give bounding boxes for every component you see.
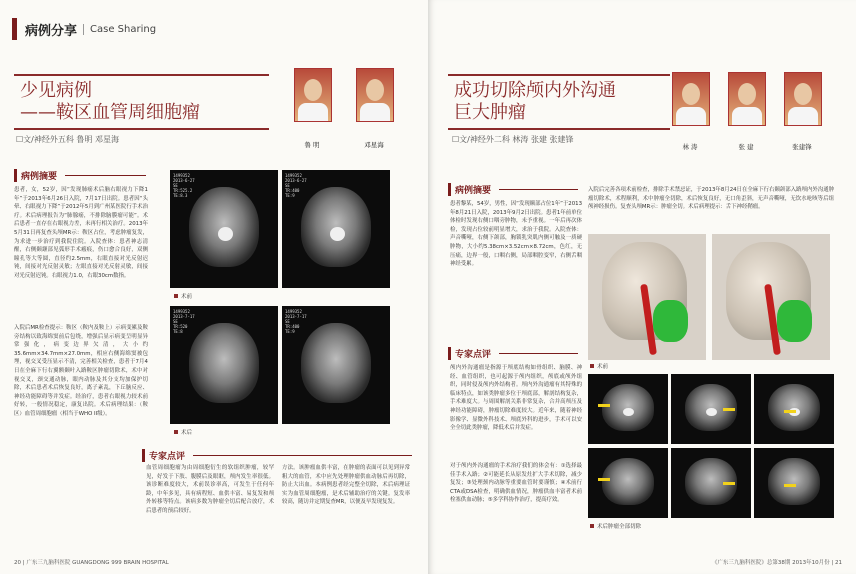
mri-scan bbox=[671, 448, 751, 518]
caption-postop: 术后肿瘤全部切除 bbox=[590, 522, 641, 530]
mri-scan bbox=[588, 374, 668, 444]
doctor-photo bbox=[728, 72, 766, 126]
title-rule-bottom bbox=[448, 128, 670, 130]
doctor-name: 林 涛 bbox=[682, 143, 698, 151]
title-rule-top bbox=[448, 74, 670, 76]
case-summary-text-2: 入院后完善各项术前检查，排除手术禁忌证，于2013年8月24日在全麻下行右颞颌部入路颅内外沟通肿瘤切除术，术程顺利，术中肿瘤全切除，术后恢复良好，无口角歪斜，无声音嘶哑，无饮水呛咳等后组颅神经损伤。复查头颅MR示：肿瘤全切。术后病理提示：舌下神经鞘瘤。 bbox=[588, 187, 834, 211]
expert-comment-label: 专家点评 bbox=[448, 347, 495, 360]
scan-meta: 1499352 2013-6-27 SE TR:525.2 TE:8.3 bbox=[173, 173, 195, 198]
mri-scan bbox=[671, 374, 751, 444]
doctor-photo bbox=[672, 72, 710, 126]
section-header bbox=[12, 18, 156, 40]
case-summary-text: 患者黎某，54岁，男性，因“发现颞部占位1年”于2013年8月21日入院，2013年9月2日出院。患者1年前单位体检时发现右侧口咽旁肿物，未予重视。一年后再次体检，发现占位较前明显增大，求治于我院。入院查体：声音嘶哑，右侧下颌部，胸锁乳突肌内侧可触及一质硬肿物，大小约5.38cm×3.52cm×8.72cm，色红，无压痛，边界一般，口咽右侧，局部咽腔变窄，右侧舌咽神经受累。 bbox=[450, 201, 582, 268]
article-title-line1: 成功切除颅内外沟通 bbox=[454, 80, 616, 101]
doctor-name: 张 建 bbox=[738, 143, 754, 151]
case-summary-text-2: 入院后MR检查提示：鞍区（鞍内及鞍上）示病变累及鞍旁结构以致海绵窦前后包绕，增强后显示病变呈明显异常强化，病变边界欠清，大小约35.6mm×34.7mm×27.0mm，相应右侧海绵窦被包埋，视交叉受压显示不清，完善相关检查，患者于7月4日在全麻下行右翼额颞叶入路鞍区肿瘤切除术，术中对视交叉，颈交通动脉，眼内动脉及其分支均加保护切除，术后患者术后恢复良好，离子紊乱，下丘脑反应、神经功能障碍等并发症。经治疗，患者右眼视力较术前好转，一般情况稳定，康复出院。术后病理结果：（鞍区）血管周细胞瘤（相当于WHO II级）。 bbox=[14, 325, 148, 417]
article-title-line2: 巨大肿瘤 bbox=[454, 102, 526, 123]
section-title: 病例分享 bbox=[25, 23, 78, 39]
caption-preop: 术前 bbox=[174, 292, 192, 300]
article-title-line2: ——鞍区血管周细胞瘤 bbox=[20, 102, 200, 123]
scan-meta: 1499352 2013-7-17 SE TR:520 TE:8 bbox=[173, 309, 195, 334]
mri-scan bbox=[754, 374, 834, 444]
caption-preop: 术前 bbox=[590, 362, 608, 370]
case-summary-heading bbox=[448, 182, 578, 196]
mri-scan bbox=[170, 170, 278, 288]
ct-reconstruction bbox=[588, 234, 706, 360]
expert-comment-heading bbox=[448, 346, 578, 360]
page-footer: 20 | 广东三九脑科医院 GUANGDONG 999 BRAIN HOSPITAL bbox=[14, 560, 169, 566]
caption-postop: 术后 bbox=[174, 428, 192, 436]
expert-comment-text: 颅内外沟通瘤是指源于颅底结构如骨组织、脑膜、神经、血管组织，也可起源于颅内组织，颅底或颅外组织，同时侵及颅内外结构者。颅内外沟通瘤有其特殊的临床特点，如该类肿瘤多位于颅底部，解剖结构复杂，手术难度大。与周围解剖关系非常复杂，合并高颅压及神经功能障碍，肿瘤切除难度较大。近年来，随着神经影像学、显微外科技术、颅底外科的进步，手术可以安全全切此类肿瘤，降低术后并发症。 bbox=[450, 365, 582, 432]
title-rule-top bbox=[14, 74, 269, 76]
scan-meta: 1499352 2013-6-27 SE TR:400 TE:9 bbox=[285, 173, 307, 198]
expert-comment-text-2: 方法。该肿瘤血供丰富，在肿瘤的表面可以见到异常粗大的血管，术中应先处理肿瘤供血动脉后再切除，防止大出血。本病例患者经完整全切除，术后病理证实为血管周细胞瘤，是术后辅助治疗的关键。复发率较高，随访并定期复查MR，以便及早发现复发。 bbox=[282, 465, 410, 506]
case-summary-label: 病例摘要 bbox=[448, 183, 495, 196]
mri-scan bbox=[282, 306, 390, 424]
doctor-photo bbox=[294, 68, 332, 122]
doctor-photo bbox=[356, 68, 394, 122]
expert-comment-text: 血管周细胞瘤为由周细胞衍生的软组织肿瘤，较罕见，好发于下肢、腹膜后及眼眶，颅内发生率很低。该诊断难度较大，术前误诊率高，可发生于任何年龄，中年多见，具有病程短、血供丰富、易复发和颅外转移等特点。该病多数为肿瘤全切后配合放疗，术后患者的预后较好。 bbox=[146, 465, 274, 514]
doctor-name: 鲁 明 bbox=[304, 141, 320, 149]
case-summary-label: 病例摘要 bbox=[14, 169, 61, 182]
doctor-name: 邓星海 bbox=[364, 141, 384, 149]
mri-scan bbox=[282, 170, 390, 288]
section-mark bbox=[12, 18, 17, 40]
article-title-line1: 少见病例 bbox=[20, 80, 92, 101]
expert-comment-text-2: 对于颅内外沟通瘤的手术治疗我们的体会有：①选择最佳手术入路；②可能延长从原发灶扩大手术切除，减少复发；③处理颈内动脉等重要血管时要谨慎；④术前行CTA或DSA检查，明确供血情况，肿瘤供血丰富者术前栓塞供血动脉；⑤多学科协作治疗，提高疗效。 bbox=[450, 463, 582, 504]
case-summary-heading bbox=[14, 168, 146, 182]
article-byline: ☐文/神经外五科 鲁明 邓星海 bbox=[16, 135, 119, 144]
mri-scan bbox=[754, 448, 834, 518]
expert-comment-label: 专家点评 bbox=[142, 449, 189, 462]
scan-meta: 1499352 2013-7-17 SE TR:400 TE:9 bbox=[285, 309, 307, 334]
expert-comment-heading bbox=[142, 448, 412, 462]
doctor-photo bbox=[784, 72, 822, 126]
ct-reconstruction bbox=[712, 234, 830, 360]
mri-scan bbox=[588, 448, 668, 518]
mri-scan bbox=[170, 306, 278, 424]
page-footer: 《广东三九脑科医院》总第38期 2013年10月份 | 21 bbox=[711, 560, 842, 566]
case-summary-text: 患者，女，52岁，因“发现肺癌术后脑右眼视力下降1年”于2013年6月26日入院，7月17日出院。患者因“头晕、右眼视力下降”于2012年5月到广州某医院行手术治疗。术后病理报告为“肺腺癌，不排除脑膜瘤可能”。术后患者一直存在右眼视力差，未再行相关治疗。2013年5月31日再复查头颅MR示：鞍区占位，考虑肿瘤复发，为求进一步治疗到我院住院。入院查体：患者神志清醒，右侧颞颥部见弧形手术瘢痕，伤口愈合良好，双侧瞳孔等大等圆，直径约2.5mm，右眼直接对光反射迟钝，间接对光反射灵敏；左眼直接对光反射灵敏，间接对光反射迟钝。右眼视力1.0，右眼30cm数指。 bbox=[14, 187, 148, 279]
section-subtitle: Case Sharing bbox=[83, 24, 156, 35]
right-page bbox=[428, 0, 856, 574]
title-rule-bottom bbox=[14, 128, 269, 130]
doctor-name: 张建锋 bbox=[792, 143, 812, 151]
article-byline: ☐文/神经外二科 林涛 张建 张建锋 bbox=[452, 135, 574, 144]
